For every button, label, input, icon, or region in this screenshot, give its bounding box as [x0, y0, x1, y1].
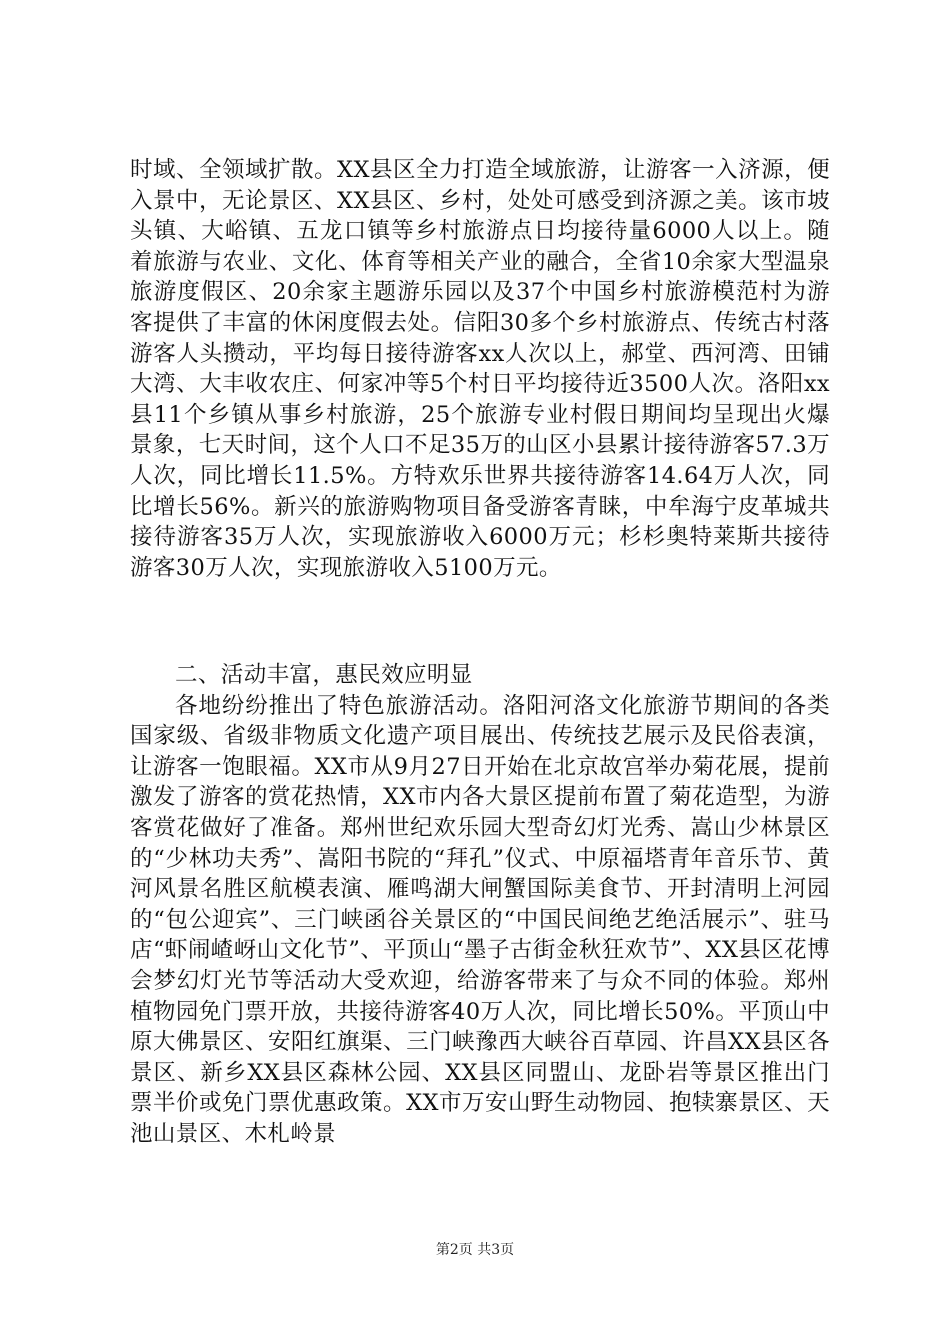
section-2: [130, 660, 830, 1150]
section-2-heading: 二、活动丰富，惠民效应明显: [175, 662, 473, 688]
body-paragraph-1: 时域、全领域扩散。XX县区全力打造全域旅游，让游客一入济源，便入景中，无论景区、XX县区、乡村，处处可感受到济源之美。该市坡头镇、大峪镇、五龙口镇等乡村旅游点日均接待量6000人以上。随着旅游与农业、文化、体育等相关产业的融合，全省10余家大型温泉旅游度假区、20余家主题游乐园以及37个中国乡村旅游模范村为游客提供了丰富的休闲度假去处。信阳30多个乡村旅游点、传统古村落游客人头攒动，平均每日接待游客xx人次以上，郝堂、西河湾、田铺大湾、大丰收农庄、何家冲等5个村日平均接待近3500人次。洛阳xx县11个乡镇从事乡村旅游，25个旅游专业村假日期间均呈现出火爆景象，七天时间，这个人口不足35万的山区小县累计接待游客57.3万人次，同比增长11.5%。方特欢乐世界共接待游客14.64万人次，同比增长56%。新兴的旅游购物项目备受游客青睐，中牟海宁皮革城共接待游客35万人次，实现旅游收入6000万元；杉杉奥特莱斯共接待游客30万人次，实现旅游收入5100万元。: [130, 157, 830, 581]
page-number-footer: 第2页 共3页: [435, 1242, 515, 1258]
body-paragraph-2: 各地纷纷推出了特色旅游活动。洛阳河洛文化旅游节期间的各类国家级、省级非物质文化遗产项目展出、传统技艺展示及民俗表演，让游客一饱眼福。XX市从9月27日开始在北京故宫举办菊花展，提前激发了游客的赏花热情，XX市内各大景区提前布置了菊花造型，为游客赏花做好了准备。郑州世纪欢乐园大型奇幻灯光秀、嵩山少林景区的“少林功夫秀”、嵩阳书院的“拜孔”仪式、中原福塔青年音乐节、黄河风景名胜区航模表演、雁鸣湖大闸蟹国际美食节、开封清明上河园的“包公迎宾”、三门峡函谷关景区的“中国民间绝艺绝活展示”、驻马店“虾闹嵖岈山文化节”、平顶山“墨子古街金秋狂欢节”、XX县区花博会梦幻灯光节等活动大受欢迎，给游客带来了与众不同的体验。郑州植物园免门票开放，共接待游客40万人次，同比增长50%。平顶山中原大佛景区、安阳红旗渠、三门峡豫西大峡谷百草园、许昌XX县区各景区、新乡XX县区森林公园、XX县区同盟山、龙卧岩等景区推出门票半价或免门票优惠政策。XX市万安山野生动物园、抱犊寨景区、天池山景区、木札岭景: [130, 692, 830, 1147]
